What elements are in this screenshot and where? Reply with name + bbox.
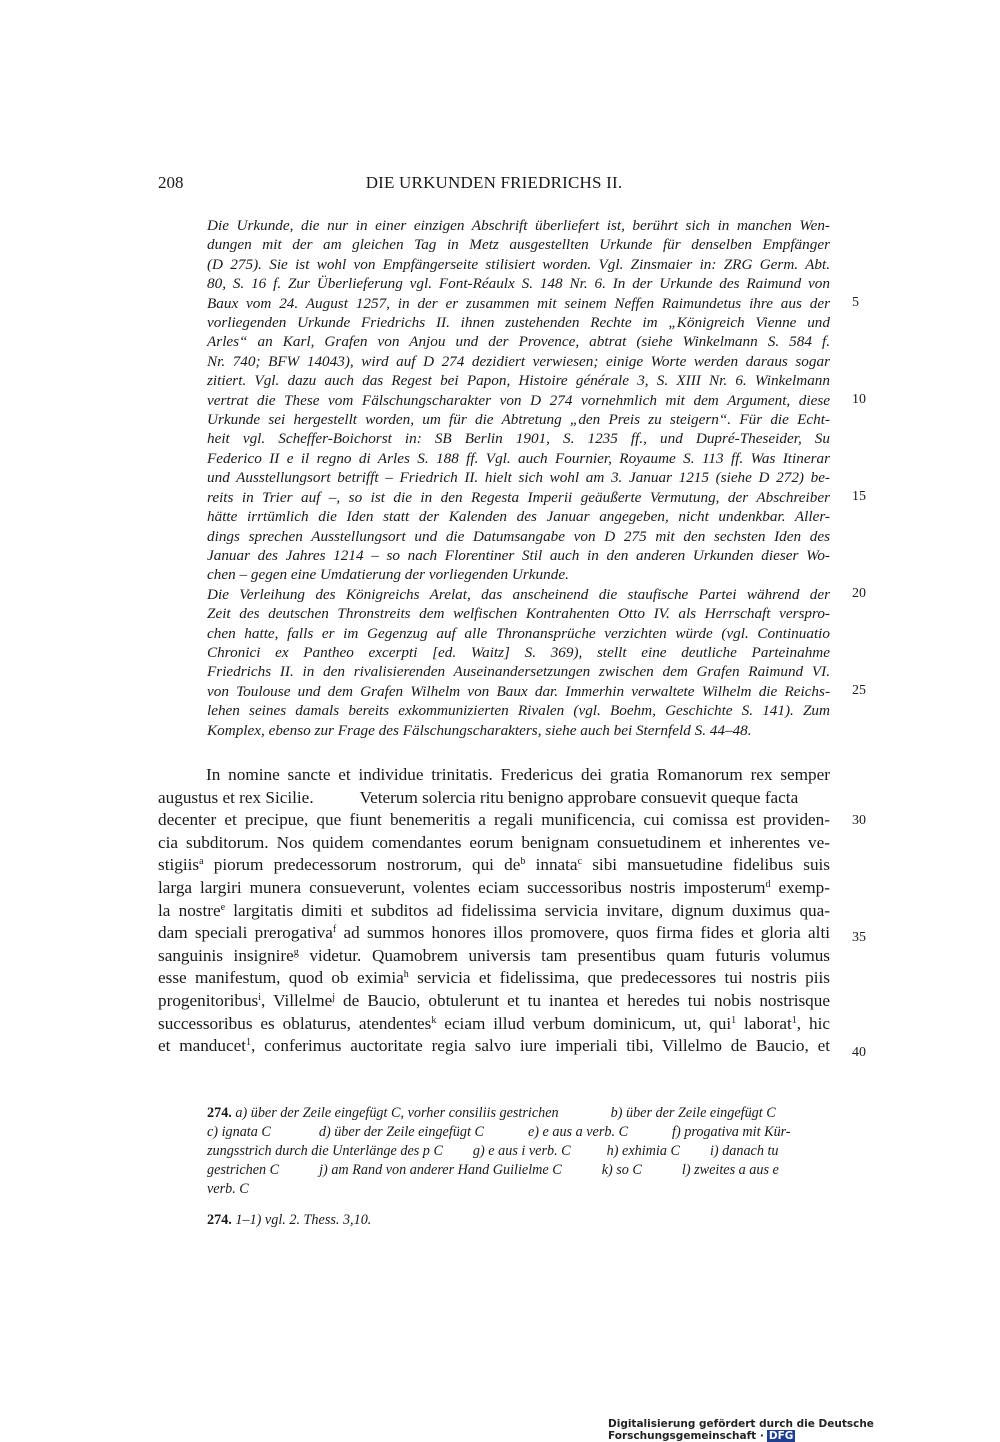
line-number: 40 (852, 1045, 866, 1060)
line-number: 25 (852, 683, 866, 698)
apparatus-line: c) ignata C d) über der Zeile eingefügt C e) e aus a verb. C f) progativa mit Kür- (207, 1124, 791, 1140)
commentary-line: Januar des Jahres 1214 – so nach Florentiner Stil auch in den anderen Urkunden dieser Wo- (207, 546, 830, 564)
line-number: 35 (852, 930, 866, 945)
funding-note: Digitalisierung gefördert durch die Deutsche Forschungsgemeinschaft · DFG (608, 1418, 874, 1442)
line-number: 20 (852, 586, 866, 601)
commentary-line: und Ausstellungsort betrifft – Friedrich II. hielt sich wohl am 3. Januar 1215 (siehe D 272) be- (207, 469, 830, 487)
apparatus-line: zungsstrich durch die Unterlänge des p C g) e aus i verb. C h) exhimia C i) danach tu (207, 1143, 779, 1159)
commentary-line: Arles“ an Karl, Grafen von Anjou und der Provence, abtrat (siehe Winkelmann S. 584 f. (207, 333, 830, 351)
charter-line: stigiis$^a$ piorum predecessorum nostrorum, qui $de^b$ innata$^c$ sibi mansuetudine fidelibus suis (158, 855, 830, 875)
page-number: 208 (158, 173, 184, 192)
charter-line: In nomine sancte et individue trinitatis. Fredericus dei gratia Romanorum rex semper (206, 765, 830, 784)
commentary-line: Friedrichs II. in den rivalisierenden Auseinandersetzungen zwischen dem Grafen Raimund VI. (207, 663, 830, 681)
commentary-line: 80, S. 16 f. Zur Überlieferung vgl. Font-Réaulx S. 148 Nr. 6. In der Urkunde des Raimund von (207, 275, 830, 293)
commentary-line: Zeit des deutschen Thronstreits dem welfischen Kontrahenten Otto IV. als Herrschaft verspro- (207, 605, 830, 623)
commentary-line: Nr. 740; BFW 14043), wird auf D 274 dezidiert verwiesen; einige Worte werden daraus sogar (207, 352, 830, 370)
commentary-line: (D 275). Sie ist wohl von Empfängerseite stilisiert worden. Vgl. Zinsmaier in: ZRG Germ. Abt. (207, 255, 830, 273)
commentary-line: lehen seines damals bereits exkommunizierten Rivalen (vgl. Boehm, Geschichte S. 141). Zum (207, 702, 830, 720)
commentary-line: vorliegenden Urkunde Friedrichs II. ihnen zustehenden Rechte im „Königreich Vienne und (207, 314, 830, 332)
commentary-line: zitiert. Vgl. dazu auch das Regest bei Papon, Histoire générale 3, S. XIII Nr. 6. Winkelmann (207, 372, 830, 390)
running-header (158, 173, 830, 197)
commentary-line: Federico II e il regno di Arles S. 188 ff. Vgl. auch Fournier, Royaume S. 113 ff. Was Itinerar (207, 449, 830, 467)
charter-line: progenitoribus$^i$, Villelme$^j$ de Baucio, obtulerunt et tu inantea et heredes tui nobis nostrisque (158, 990, 830, 1010)
commentary-line: Urkunde sei hergestellt worden, um für die Abtretung „den Preis zu steigern“. Für die Echt- (207, 411, 830, 429)
commentary-line: dings sprechen Ausstellungsort und die Datumsangabe von D 275 mit den sechsten Iden des (207, 527, 830, 545)
commentary-line: Baux vom 24. August 1257, in der er zusammen mit seinem Neffen Raimundetus ihre aus der (207, 294, 830, 312)
charter-line: augustus et rex Sicilie. Veterum solercia ritu benigno approbare consuevit queque facta (158, 787, 799, 807)
apparatus-line: gestrichen C j) am Rand von anderer Hand Guilielme C k) so C l) zweites a aus e (207, 1162, 779, 1178)
commentary-line: vertrat die These vom Fälschungscharakter von D 274 vornehmlich mit dem Argument, diese (207, 391, 830, 409)
charter-line: decenter et precipue, que fiunt benemeritis a regali munificencia, cui comissa est providen- (158, 810, 830, 830)
commentary-line: reits in Trier auf –, so ist die in den Regesta Imperii geäußerte Vermutung, der Abschreiber (207, 488, 830, 506)
commentary-line: von Toulouse und dem Grafen Wilhelm von Baux dar. Immerhin verwaltete Wilhelm die Reichs- (207, 682, 830, 700)
commentary-line: Die Verleihung des Königreichs Arelat, das anscheinend die staufische Partei während der (207, 585, 830, 603)
source-apparatus: 274. 1–1) vgl. 2. Thess. 3,10. (207, 1212, 372, 1228)
charter-line: la nostre$^e$ largitatis dimiti et subditos ad fidelissima servicia invitare, dignum duximus qua- (158, 900, 830, 920)
commentary-line: heit vgl. Scheffer-Boichorst in: SB Berlin 1901, S. 1235 ff., und Dupré-Theseider, Su (207, 430, 830, 448)
line-number: 30 (852, 813, 866, 828)
apparatus-line: 274. a) über der Zeile eingefügt C, vorher consiliis gestrichen b) über der Zeile eingefügt C (207, 1105, 776, 1121)
charter-line: et manducet$^1$, conferimus auctoritate regia salvo iure imperiali tibi, Villelmo de Baucio, et (158, 1036, 831, 1056)
charter-line: esse manifestum, quod ob eximia$^h$ servicia et fidelissima, que predecessores tui nostris piis (158, 968, 830, 988)
line-number: 15 (852, 489, 866, 504)
dfg-logo: DFG (768, 1430, 794, 1442)
commentary-line: chen – gegen eine Umdatierung der vorliegenden Urkunde. (207, 566, 569, 584)
critical-apparatus (207, 1104, 830, 1199)
commentary (207, 216, 830, 740)
commentary-line: hätte irrtümlich die Iden statt der Kalenden des Januar angegeben, nicht undenkbar. Aller- (207, 508, 830, 526)
charter-line: sanguinis insignire$^g$ videtur. Quamobrem universis tam presentibus quam futuris volumus (158, 945, 830, 965)
running-title: DIE URKUNDEN FRIEDRICHS II. (365, 173, 623, 192)
charter-text (158, 764, 830, 1058)
apparatus-line: verb. C (207, 1181, 249, 1197)
commentary-line: chen hatte, falls er im Gegenzug auf alle Thronansprüche verzichten würde (vgl. Continuatio (207, 624, 830, 642)
commentary-line: dungen mit der am gleichen Tag in Metz ausgestellten Urkunde für denselben Empfänger (207, 236, 830, 254)
commentary-line: Komplex, ebenso zur Frage des Fälschungscharakters, siehe auch bei Sternfeld S. 44–48. (207, 721, 752, 739)
commentary-line: Chronici ex Pantheo excerpti [ed. Waitz] S. 369), stellt eine deutliche Parteinahme (207, 643, 830, 661)
commentary-line: Die Urkunde, die nur in einer einzigen Abschrift überliefert ist, berührt sich in manchen Wen- (207, 217, 830, 234)
line-number: 10 (852, 392, 866, 407)
line-number: 5 (852, 295, 859, 310)
charter-line: dam speciali prerogativa$^f$ ad summos honores illos promovere, quos firma fides et gloria alti (158, 923, 830, 943)
charter-line: larga largiri munera consueverunt, volentes eciam successoribus nostris imposterum$^d$ exemp- (158, 877, 830, 897)
charter-line: cia subditorum. Nos quidem comendantes eorum benignam consuetudinem et inherentes ve- (158, 832, 830, 852)
charter-line: successoribus es oblaturus, atendentes$^k$ eciam illud verbum dominicum, ut, qui$^1$ laborat$^1$, hic (158, 1013, 830, 1033)
